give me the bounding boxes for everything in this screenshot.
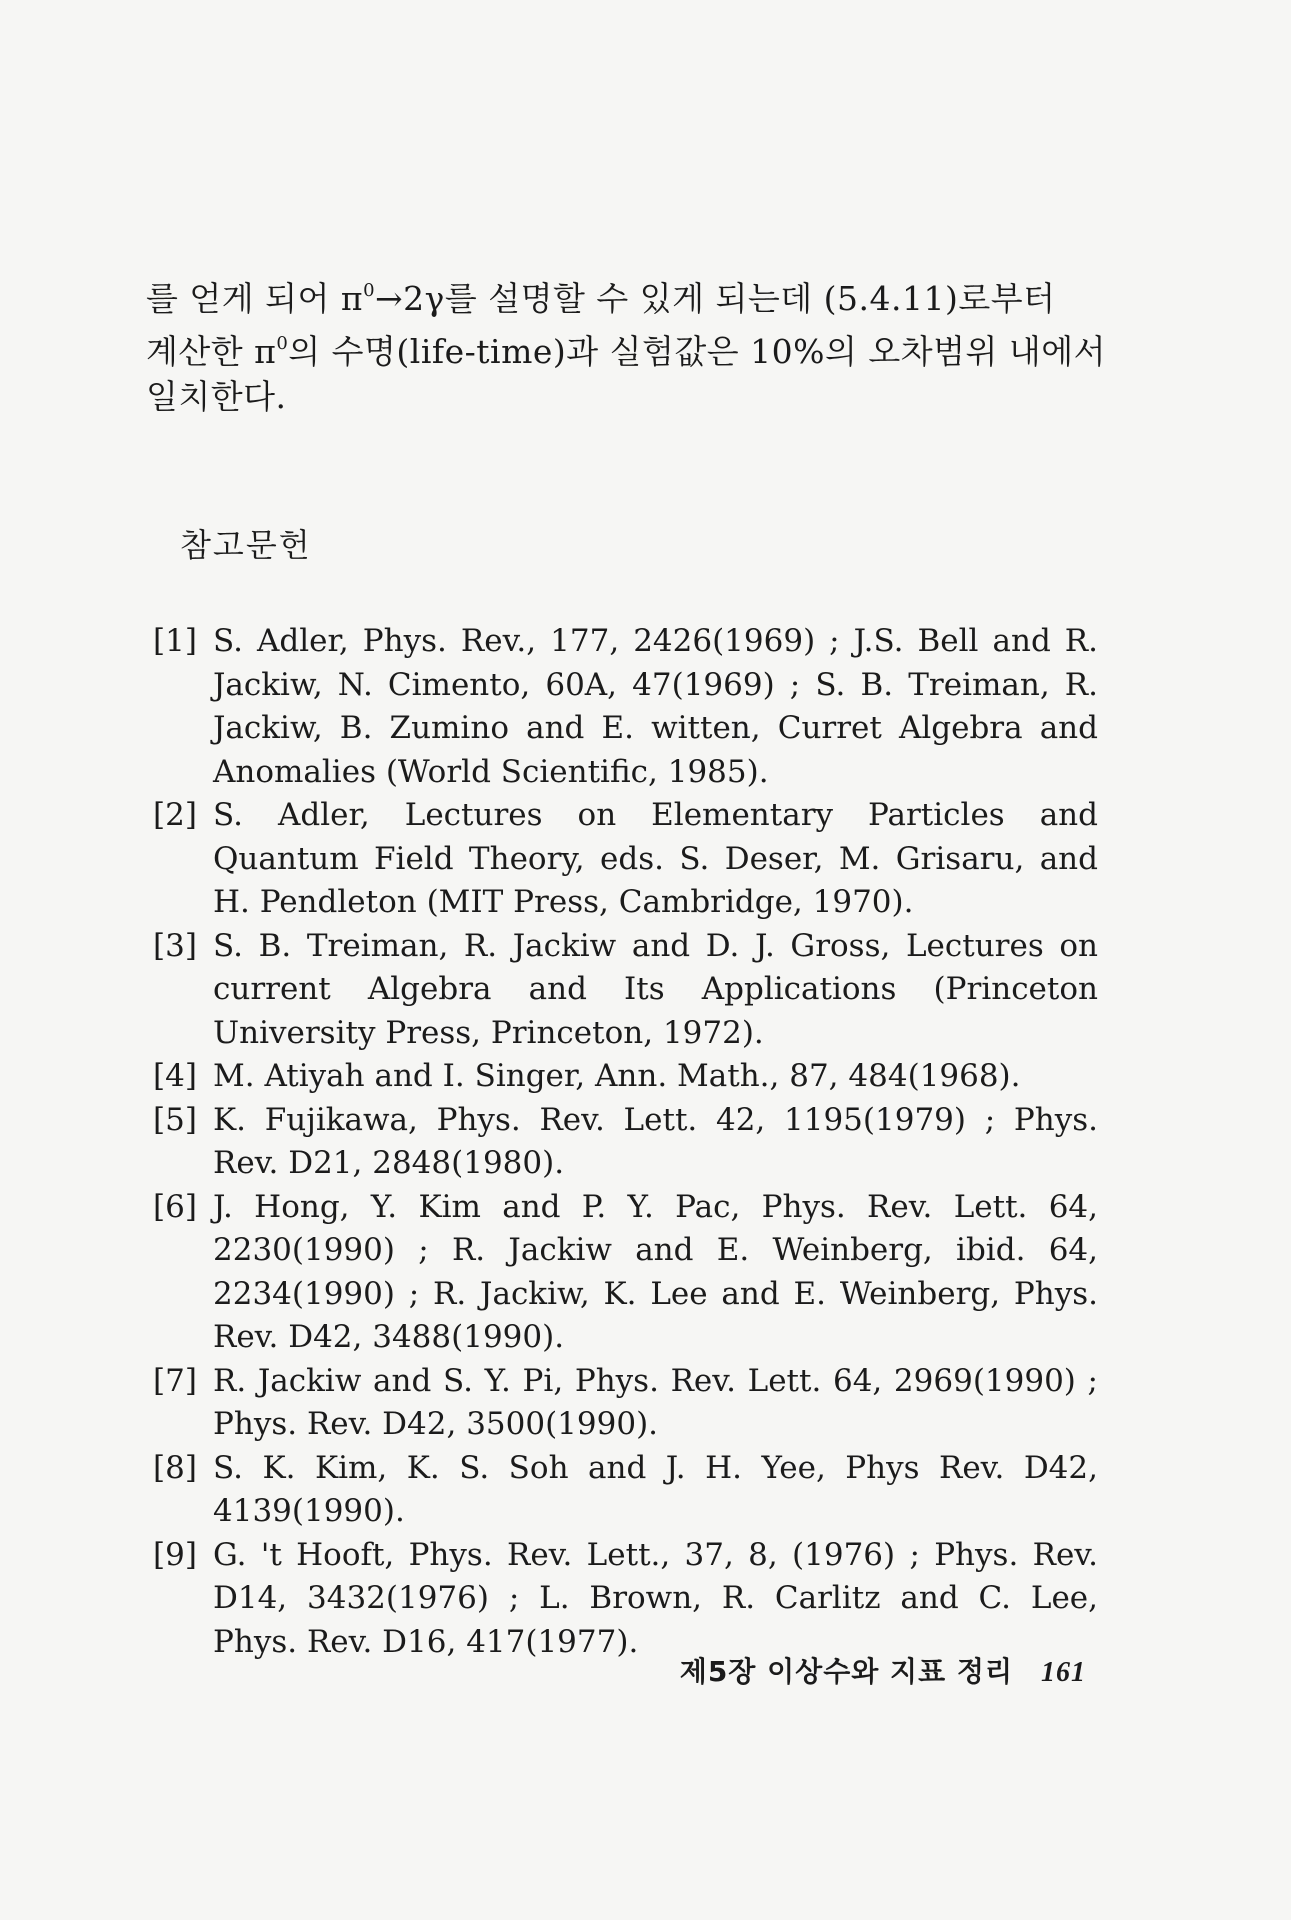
reference-item <box>153 925 1098 1056</box>
reference-text: K. Fujikawa, Phys. Rev. Lett. 42, 1195(1979) ; Phys. Rev. D21, 2848(1980). <box>213 1101 1098 1181</box>
intro-line-1-a: 를 얻게 되어 π <box>146 279 364 318</box>
reference-text: S. K. Kim, K. S. Soh and J. H. Yee, Phys Rev. D42, 4139(1990). <box>213 1449 1098 1529</box>
intro-line-1-b: →2γ를 설명할 수 있게 되는데 (5.4.11)로부터 <box>375 279 1056 318</box>
intro-paragraph <box>146 268 1106 419</box>
intro-line-2-sup: 0 <box>276 333 289 354</box>
chapter-title: 제5장 이상수와 지표 정리 <box>679 1655 1013 1688</box>
reference-item <box>153 1447 1098 1534</box>
reference-text: S. Adler, Phys. Rev., 177, 2426(1969) ; J.S. Bell and R. Jackiw, N. Cimento, 60A, 47(1969) ; S. B. Treiman, R. Jackiw, B. Zumino and E. witten, Curret Algebra and Anomalies (World Scientific, 1985). <box>213 623 1098 790</box>
intro-line-2-b: 의 수명(life-time)과 실험값은 10%의 오차범위 내에서 <box>288 332 1106 371</box>
reference-number: [7] <box>153 1362 197 1399</box>
running-footer <box>680 1650 1086 1690</box>
reference-item <box>153 794 1098 925</box>
references-heading: 참고문헌 <box>180 526 312 564</box>
reference-number: [5] <box>153 1101 197 1138</box>
reference-list <box>153 620 1098 1664</box>
reference-item <box>153 1360 1098 1447</box>
reference-number: [6] <box>153 1188 197 1225</box>
intro-line-2-a: 계산한 π <box>146 332 277 371</box>
page-number: 161 <box>1041 1657 1086 1688</box>
intro-line-3: 일치한다. <box>146 377 287 416</box>
reference-number: [8] <box>153 1449 197 1486</box>
reference-text: M. Atiyah and I. Singer, Ann. Math., 87, 484(1968). <box>213 1058 1021 1094</box>
intro-line-1 <box>146 268 1096 321</box>
reference-text: J. Hong, Y. Kim and P. Y. Pac, Phys. Rev. Lett. 64, 2230(1990) ; R. Jackiw and E. Weinberg, ibid. 64, 2234(1990) ; R. Jackiw, K. Lee and E. Weinberg, Phys. Rev. D42, 3488(1990). <box>213 1188 1098 1355</box>
intro-line-1-sup: 0 <box>363 280 376 301</box>
reference-item <box>153 1534 1098 1665</box>
reference-number: [1] <box>153 623 197 659</box>
reference-number: [9] <box>153 1536 197 1573</box>
reference-item <box>153 1055 1098 1099</box>
reference-text: R. Jackiw and S. Y. Pi, Phys. Rev. Lett. 64, 2969(1990) ; Phys. Rev. D42, 3500(1990). <box>213 1362 1098 1442</box>
reference-item <box>153 1186 1098 1360</box>
intro-line-2 <box>146 321 1106 374</box>
reference-item <box>153 1099 1098 1186</box>
reference-number: [2] <box>153 797 197 833</box>
reference-number: [3] <box>153 927 197 964</box>
reference-item <box>153 620 1098 794</box>
reference-text: S. Adler, Lectures on Elementary Particles and Quantum Field Theory, eds. S. Deser, M. Grisaru, and H. Pendleton (MIT Press, Cambridge, 1970). <box>213 797 1098 920</box>
reference-text: G. 't Hooft, Phys. Rev. Lett., 37, 8, (1976) ; Phys. Rev. D14, 3432(1976) ; L. Brown, R. Carlitz and C. Lee, Phys. Rev. D16, 417(1977). <box>213 1536 1098 1660</box>
reference-text: S. B. Treiman, R. Jackiw and D. J. Gross, Lectures on current Algebra and Its Applications (Princeton University Press, Princeton, 1972). <box>213 927 1098 1051</box>
reference-number: [4] <box>153 1058 197 1094</box>
